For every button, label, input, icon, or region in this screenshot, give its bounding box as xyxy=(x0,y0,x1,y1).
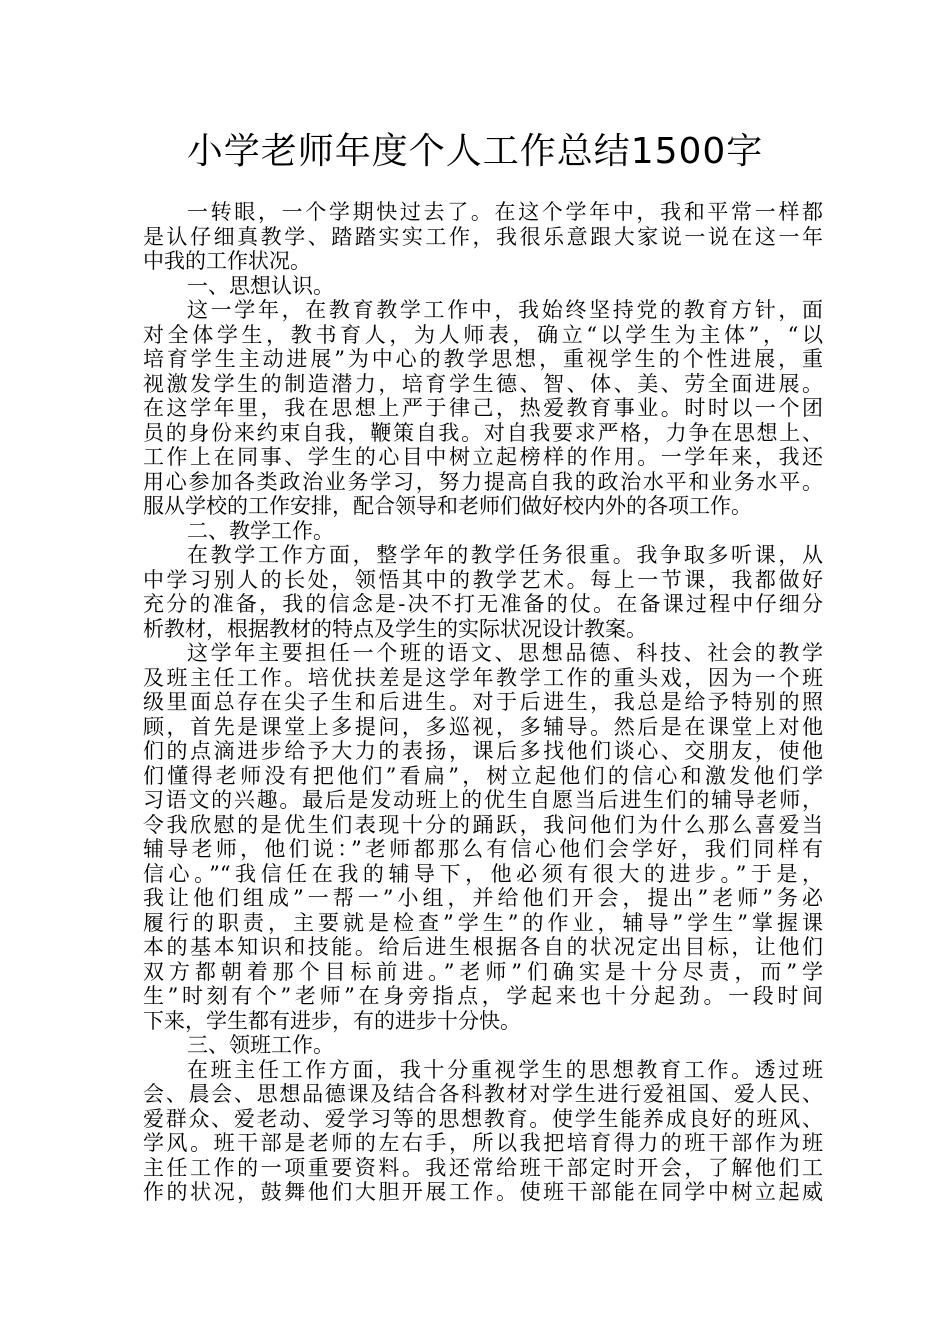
body-text-line: 用心参加各类政治业务学习，努力提高自我的政治水平和业务水平。 xyxy=(143,469,823,494)
body-text-line: 视激发学生的制造潜力，培育学生德、智、体、美、劳全面进展。 xyxy=(143,371,823,396)
body-text-line: 顾，首先是课堂上多提问，多巡视，多辅导。然后是在课堂上对他 xyxy=(143,714,823,739)
body-text-line: 主任工作的一项重要资料。我还常给班干部定时开会，了解他们工 xyxy=(143,1155,823,1180)
body-text-line: 服从学校的工作安排，配合领导和老师们做好校内外的各项工作。 xyxy=(143,494,752,518)
body-text-line: 工作上在同事、学生的心目中树立起榜样的作用。一学年来，我还 xyxy=(143,445,823,469)
body-text-line: 析教材，根据教材的特点及学生的实际状况设计教案。 xyxy=(143,616,647,641)
body-text-line: 中学习别人的长处，领悟其中的教学艺术。每上一节课，我都做好 xyxy=(143,567,823,592)
document-body xyxy=(143,200,823,1205)
body-text-line: 们懂得老师没有把他们”看扁”，树立起他们的信心和激发他们学 xyxy=(143,763,823,788)
body-text-line: 级里面总存在尖子生和后进生。对于后进生，我总是给予特别的照 xyxy=(143,690,823,714)
body-text-line: 我让他们组成”一帮一”小组，并给他们开会，提出”老师”务必 xyxy=(143,886,823,910)
body-text-line: 及班主任工作。培优扶差是这学年教学工作的重头戏，因为一个班 xyxy=(143,665,823,690)
body-text-line: 令我欣慰的是优生们表现十分的踊跃，我问他们为什么那么喜爱当 xyxy=(143,812,823,837)
body-text-line: 作的状况，鼓舞他们大胆开展工作。使班干部能在同学中树立起威 xyxy=(143,1180,823,1204)
body-text-line: 习语文的兴趣。最后是发动班上的优生自愿当后进生们的辅导老师， xyxy=(143,788,823,812)
body-text-line: 这一学年，在教育教学工作中，我始终坚持党的教育方针，面 xyxy=(187,298,823,322)
document-title: 小学老师年度个人工作总结1500字 xyxy=(186,131,764,172)
body-text-line: 是认仔细真教学、踏踏实实工作，我很乐意跟大家说一说在这一年 xyxy=(143,224,823,249)
body-text-line: 爱群众、爱老动、爱学习等的思想教育。使学生能养成良好的班风、 xyxy=(143,1106,823,1131)
body-text-line: 履行的职责，主要就是检查”学生”的作业，辅导”学生”掌握课 xyxy=(143,910,823,935)
body-text-line: 培育学生主动进展”为中心的教学思想，重视学生的个性进展，重 xyxy=(143,347,823,371)
body-text-line: 双方都朝着那个目标前进。”老师”们确实是十分尽责，而”学 xyxy=(143,959,823,984)
body-text-line: 在班主任工作方面，我十分重视学生的思想教育工作。透过班 xyxy=(187,1057,823,1082)
body-text-line: 在教学工作方面，整学年的教学任务很重。我争取多听课，从 xyxy=(187,543,823,567)
body-text-line: 辅导老师，他们说：”老师都那么有信心他们会学好，我们同样有 xyxy=(143,837,823,861)
body-text-line: 二、教学工作。 xyxy=(187,518,334,543)
body-text-line: 生”时刻有个”老师”在身旁指点，学起来也十分起劲。一段时间 xyxy=(143,984,823,1008)
body-text-line: 学风。班干部是老师的左右手，所以我把培育得力的班干部作为班 xyxy=(143,1131,823,1155)
body-text-line: 三、领班工作。 xyxy=(187,1033,334,1057)
body-text-line: 中我的工作状况。 xyxy=(143,249,311,273)
body-text-line: 信心。”“我信任在我的辅导下，他必须有很大的进步。”于是， xyxy=(143,861,823,886)
body-text-line: 对全体学生，教书育人，为人师表，确立“以学生为主体”，“以 xyxy=(143,322,823,347)
body-text-line: 在这学年里，我在思想上严于律己，热爱教育事业。时时以一个团 xyxy=(143,396,823,420)
body-text-line: 这学年主要担任一个班的语文、思想品德、科技、社会的教学 xyxy=(187,641,823,665)
body-text-line: 会、晨会、思想品德课及结合各科教材对学生进行爱祖国、爱人民、 xyxy=(143,1082,823,1106)
body-text-line: 充分的准备，我的信念是-决不打无准备的仗。在备课过程中仔细分 xyxy=(143,592,823,616)
body-text-line: 本的基本知识和技能。给后进生根据各自的状况定出目标，让他们 xyxy=(143,935,823,959)
body-text-line: 员的身份来约束自我，鞭策自我。对自我要求严格，力争在思想上、 xyxy=(143,420,823,445)
body-text-line: 一、思想认识。 xyxy=(187,273,334,298)
body-text-line: 们的点滴进步给予大力的表扬，课后多找他们谈心、交朋友，使他 xyxy=(143,739,823,763)
body-text-line: 一转眼，一个学期快过去了。在这个学年中，我和平常一样都 xyxy=(187,200,823,224)
body-text-line: 下来，学生都有进步，有的进步十分快。 xyxy=(143,1008,521,1033)
